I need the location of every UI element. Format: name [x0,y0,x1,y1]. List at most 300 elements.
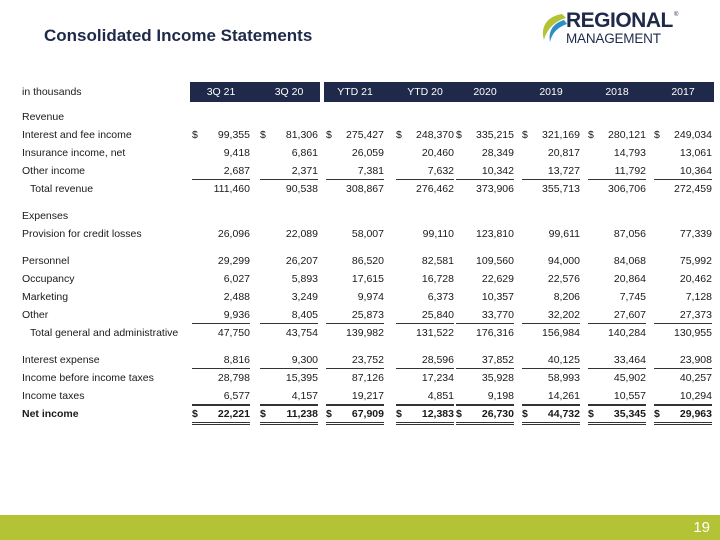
cell-value: 20,462 [679,273,712,285]
row-label: Total revenue [30,183,94,195]
cell-value: 10,364 [679,165,712,177]
table-cell [454,405,516,423]
cell-value: 6,861 [291,147,318,159]
table-cell [652,288,714,306]
cell-value: 43,754 [285,327,318,339]
table-row [22,162,712,180]
section-row [22,207,700,225]
underline [522,405,580,406]
underline [588,405,646,406]
spacer-row [22,198,700,207]
dollar-sign: $ [654,129,660,141]
table-cell [652,180,714,198]
table-row [22,306,712,324]
table-cell [520,369,582,387]
cell-value: 58,993 [547,372,580,384]
dollar-sign: $ [522,408,528,420]
table-cell [394,126,456,144]
table-cell [190,252,252,270]
cell-value: 5,893 [291,273,318,285]
column-header: 2018 [605,86,629,98]
page-number: 19 [693,519,710,536]
table-cell [586,351,648,369]
table-cell [586,387,648,405]
underline [654,424,712,425]
cell-value: 22,089 [285,228,318,240]
row-label: Income taxes [22,390,85,402]
table-cell [586,270,648,288]
table-cell [586,180,648,198]
table-cell [394,405,456,423]
dollar-sign: $ [456,408,462,420]
cell-value: 87,126 [351,372,384,384]
table-cell [258,351,320,369]
cell-value: 12,383 [421,408,454,420]
table-cell [454,270,516,288]
table-cell [324,369,386,387]
table-cell [324,144,386,162]
table-cell [454,288,516,306]
cell-value: 20,460 [421,147,454,159]
table-cell [258,306,320,324]
cell-value: 77,339 [679,228,712,240]
cell-value: 9,198 [487,390,514,402]
underline [588,424,646,425]
cell-value: 29,963 [679,408,712,420]
cell-value: 26,207 [285,255,318,267]
cell-value: 9,936 [223,309,250,321]
dollar-sign: $ [396,408,402,420]
cell-value: 99,355 [217,129,250,141]
table-cell [394,252,456,270]
cell-value: 140,284 [608,327,646,339]
column-header: 2017 [671,86,695,98]
table-cell [454,126,516,144]
table-cell [394,324,456,342]
cell-value: 248,370 [416,129,454,141]
cell-value: 2,687 [223,165,250,177]
cell-value: 10,294 [679,390,712,402]
cell-value: 33,464 [613,354,646,366]
cell-value: 26,730 [481,408,514,420]
spacer-row [22,342,700,351]
column-header: 3Q 20 [274,86,304,98]
table-cell [394,144,456,162]
cell-value: 22,576 [547,273,580,285]
cell-value: 280,121 [608,129,646,141]
cell-value: 8,816 [223,354,250,366]
units-label: in thousands [22,86,82,98]
table-cell [586,252,648,270]
cell-value: 7,632 [427,165,454,177]
table-cell [324,162,386,180]
table-cell [454,324,516,342]
table-cell [520,306,582,324]
cell-value: 11,238 [286,408,318,420]
cell-value: 355,713 [542,183,580,195]
table-cell [520,324,582,342]
table-cell [324,270,386,288]
cell-value: 306,706 [608,183,646,195]
cell-value: 40,125 [547,354,580,366]
table-cell [324,324,386,342]
underline [260,424,318,425]
underline [192,424,250,425]
table-row [22,126,712,144]
cell-value: 139,982 [346,327,384,339]
table-cell [586,144,648,162]
dollar-sign: $ [654,408,660,420]
table-cell [652,126,714,144]
cell-value: 249,034 [674,129,712,141]
cell-value: 2,371 [291,165,318,177]
table-cell [394,288,456,306]
cell-value: 3,249 [291,291,318,303]
table-cell [190,324,252,342]
underline [260,405,318,406]
table-cell [258,252,320,270]
table-cell [586,288,648,306]
regional-management-logo [538,10,688,48]
page-title: Consolidated Income Statements [44,26,313,45]
cell-value: 11,792 [614,165,646,177]
table-cell [454,144,516,162]
table-cell [652,225,714,243]
underline [396,405,454,406]
table-row [22,225,712,243]
section-row [22,108,700,126]
dollar-sign: $ [326,129,332,141]
table-row [22,144,712,162]
cell-value: 84,068 [613,255,646,267]
cell-value: 99,611 [548,228,580,240]
cell-value: 10,557 [613,390,646,402]
column-header: YTD 20 [407,86,443,98]
underline [326,405,384,406]
cell-value: 6,027 [223,273,250,285]
table-cell [520,270,582,288]
table-cell [324,252,386,270]
cell-value: 123,810 [476,228,514,240]
table-cell [520,144,582,162]
cell-value: 16,728 [421,273,454,285]
table-cell [520,162,582,180]
row-label: Insurance income, net [22,147,126,159]
cell-value: 40,257 [679,372,712,384]
cell-value: 8,405 [291,309,318,321]
cell-value: 44,732 [547,408,580,420]
table-cell [190,180,252,198]
cell-value: 75,992 [679,255,712,267]
underline [522,424,580,425]
table-cell [258,324,320,342]
dollar-sign: $ [192,408,198,420]
table-cell [586,306,648,324]
row-label: Total general and administrative [30,327,179,339]
cell-value: 25,873 [351,309,384,321]
table-cell [190,225,252,243]
underline [192,405,250,406]
table-cell [586,126,648,144]
cell-value: 27,607 [613,309,646,321]
underline [522,422,580,423]
cell-value: 99,110 [422,228,454,240]
cell-value: 23,752 [351,354,384,366]
table-cell [258,387,320,405]
cell-value: 23,908 [679,354,712,366]
cell-value: 6,373 [427,291,454,303]
cell-value: 15,395 [285,372,318,384]
table-cell [324,288,386,306]
cell-value: 25,840 [421,309,454,321]
table-cell [652,144,714,162]
table-cell [586,225,648,243]
table-cell [258,144,320,162]
table-cell [190,351,252,369]
table-cell [190,144,252,162]
dollar-sign: $ [456,129,462,141]
row-label: Income before income taxes [22,372,154,384]
table-cell [520,126,582,144]
dollar-sign: $ [260,408,266,420]
dollar-sign: $ [260,129,266,141]
logo-registered-mark: ® [674,12,679,18]
table-cell [258,225,320,243]
column-header: 2020 [473,86,497,98]
cell-value: 2,488 [223,291,250,303]
row-label: Expenses [22,210,69,222]
cell-value: 176,316 [476,327,514,339]
table-cell [652,324,714,342]
cell-value: 87,056 [613,228,646,240]
cell-value: 14,793 [613,147,646,159]
table-row [22,252,712,270]
table-cell [324,225,386,243]
row-label: Other income [22,165,86,177]
table-cell [324,306,386,324]
cell-value: 28,596 [421,354,454,366]
underline [588,422,646,423]
cell-value: 35,345 [613,408,646,420]
dollar-sign: $ [588,408,594,420]
table-cell [258,270,320,288]
cell-value: 13,061 [679,147,712,159]
underline [326,422,384,423]
table-cell [454,225,516,243]
cell-value: 22,221 [217,408,250,420]
table-cell [394,180,456,198]
table-cell [258,288,320,306]
cell-value: 17,234 [421,372,454,384]
logo-swoosh-icon [538,10,568,46]
table-cell [520,180,582,198]
table-cell [454,252,516,270]
table-cell [454,369,516,387]
row-label: Provision for credit losses [22,228,142,240]
table-cell [520,351,582,369]
cell-value: 81,306 [285,129,318,141]
dollar-sign: $ [522,129,528,141]
cell-value: 335,215 [476,129,514,141]
cell-value: 275,427 [346,129,384,141]
cell-value: 7,128 [685,291,712,303]
cell-value: 276,462 [416,183,454,195]
table-row [22,405,712,423]
dollar-sign: $ [396,129,402,141]
cell-value: 35,928 [481,372,514,384]
table-cell [520,288,582,306]
cell-value: 19,217 [351,390,384,402]
row-label: Revenue [22,111,65,123]
cell-value: 4,851 [427,390,454,402]
table-cell [586,405,648,423]
cell-value: 47,750 [217,327,250,339]
cell-value: 58,007 [351,228,384,240]
column-header: 3Q 21 [206,86,236,98]
dollar-sign: $ [326,408,332,420]
table-cell [258,180,320,198]
cell-value: 45,902 [613,372,646,384]
cell-value: 26,096 [217,228,250,240]
cell-value: 156,984 [542,327,580,339]
underline [456,422,514,423]
cell-value: 37,852 [481,354,514,366]
table-cell [394,162,456,180]
table-cell [520,387,582,405]
cell-value: 67,909 [351,408,384,420]
table-cell [586,369,648,387]
footer-bar [0,515,720,540]
table-cell [258,126,320,144]
table-cell [652,369,714,387]
table-row [22,288,712,306]
table-cell [520,252,582,270]
cell-value: 7,381 [357,165,384,177]
table-cell [652,252,714,270]
cell-value: 4,157 [291,390,318,402]
underline [456,424,514,425]
cell-value: 33,770 [481,309,514,321]
cell-value: 109,560 [476,255,514,267]
table-cell [324,126,386,144]
cell-value: 308,867 [346,183,384,195]
cell-value: 26,059 [351,147,384,159]
table-cell [454,387,516,405]
cell-value: 130,955 [674,327,712,339]
cell-value: 90,538 [285,183,318,195]
table-cell [520,225,582,243]
cell-value: 28,349 [481,147,514,159]
cell-value: 8,206 [553,291,580,303]
table-cell [190,387,252,405]
table-cell [394,306,456,324]
table-cell [520,405,582,423]
cell-value: 111,460 [213,183,250,195]
cell-value: 27,373 [679,309,712,321]
cell-value: 20,864 [613,273,646,285]
table-cell [652,351,714,369]
cell-value: 373,906 [476,183,514,195]
cell-value: 82,581 [421,255,454,267]
table-row [22,180,712,198]
table-cell [652,387,714,405]
table-cell [190,270,252,288]
table-cell [258,405,320,423]
underline [654,422,712,423]
table-header [22,82,700,102]
table-row [22,387,712,405]
table-cell [454,306,516,324]
cell-value: 9,300 [291,354,318,366]
table-cell [454,351,516,369]
logo-line1: REGIONAL [566,9,673,32]
cell-value: 32,202 [547,309,580,321]
table-row [22,324,712,342]
dollar-sign: $ [192,129,198,141]
cell-value: 22,629 [481,273,514,285]
cell-value: 321,169 [542,129,580,141]
table-cell [324,405,386,423]
logo-line2: MANAGEMENT [566,31,661,46]
row-label: Marketing [22,291,69,303]
underline [192,422,250,423]
cell-value: 10,342 [481,165,514,177]
table-cell [454,162,516,180]
underline [654,405,712,406]
table-cell [324,351,386,369]
cell-value: 28,798 [217,372,250,384]
cell-value: 272,459 [674,183,712,195]
cell-value: 9,418 [223,147,250,159]
table-cell [190,162,252,180]
cell-value: 14,261 [547,390,580,402]
cell-value: 7,745 [619,291,646,303]
cell-value: 6,577 [223,390,250,402]
cell-value: 131,522 [416,327,454,339]
table-cell [586,324,648,342]
table-cell [394,270,456,288]
underline [326,424,384,425]
cell-value: 94,000 [547,255,580,267]
table-cell [258,369,320,387]
table-cell [324,180,386,198]
row-label: Other [22,309,49,321]
column-header: YTD 21 [337,86,373,98]
cell-value: 13,727 [547,165,580,177]
table-cell [454,180,516,198]
table-cell [394,351,456,369]
table-cell [190,306,252,324]
underline [396,424,454,425]
row-label: Interest expense [22,354,100,366]
row-label: Occupancy [22,273,75,285]
income-statement-table [22,82,712,423]
table-cell [652,306,714,324]
table-cell [394,225,456,243]
underline [260,422,318,423]
table-cell [324,387,386,405]
table-cell [394,369,456,387]
table-cell [586,162,648,180]
row-label: Interest and fee income [22,129,132,141]
table-row [22,369,712,387]
table-row [22,270,712,288]
spacer-row [22,243,700,252]
cell-value: 10,357 [481,291,514,303]
cell-value: 17,615 [351,273,384,285]
cell-value: 20,817 [547,147,580,159]
underline [396,422,454,423]
